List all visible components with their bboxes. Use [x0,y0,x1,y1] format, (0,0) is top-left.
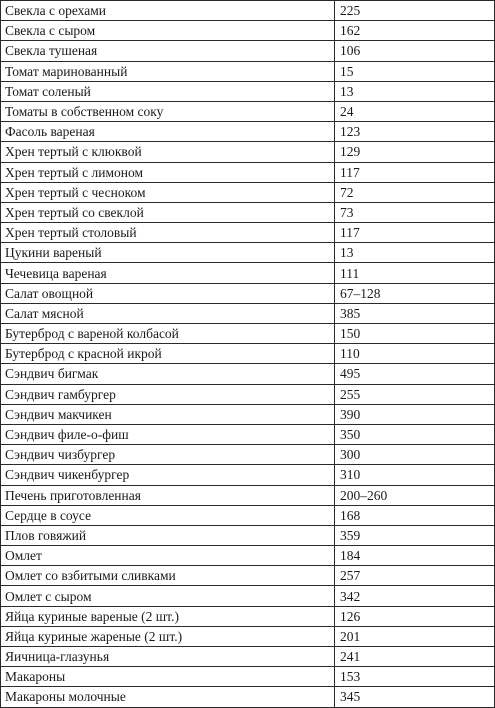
food-name-cell: Сэндвич филе-о-фиш [1,424,335,444]
food-name-cell: Сэндвич бигмак [1,364,335,384]
calorie-value-cell: 106 [335,41,495,61]
food-name-cell: Макароны молочные [1,687,335,707]
food-name-cell: Свекла с орехами [1,1,335,21]
food-name-cell: Свекла тушеная [1,41,335,61]
table-row [1,364,495,384]
table-row [1,525,495,545]
table-row [1,404,495,424]
food-name-cell: Бутерброд с красной икрой [1,344,335,364]
table-row [1,263,495,283]
calorie-value-cell: 111 [335,263,495,283]
calorie-value-cell: 110 [335,344,495,364]
calorie-value-cell: 201 [335,626,495,646]
food-name-cell: Сердце в соусе [1,505,335,525]
calorie-value-cell: 184 [335,546,495,566]
food-name-cell: Цукини вареный [1,243,335,263]
table-row [1,41,495,61]
table-row [1,101,495,121]
food-name-cell: Хрен тертый с лимоном [1,162,335,182]
food-name-cell: Омлет [1,546,335,566]
table-row [1,384,495,404]
food-name-cell: Омлет со взбитыми сливками [1,566,335,586]
table-row [1,283,495,303]
calorie-value-cell: 15 [335,61,495,81]
table-row [1,162,495,182]
table-body [1,1,495,708]
food-name-cell: Сэндвич макчикен [1,404,335,424]
food-name-cell: Макароны [1,667,335,687]
calorie-value-cell: 257 [335,566,495,586]
food-name-cell: Хрен тертый столовый [1,223,335,243]
food-name-cell: Салат мясной [1,303,335,323]
table-row [1,344,495,364]
calorie-value-cell: 129 [335,142,495,162]
table-row [1,81,495,101]
table-row [1,667,495,687]
calorie-value-cell: 255 [335,384,495,404]
calorie-value-cell: 24 [335,101,495,121]
calorie-value-cell: 241 [335,647,495,667]
table-row [1,243,495,263]
table-row [1,586,495,606]
food-name-cell: Хрен тертый с клюквой [1,142,335,162]
calorie-value-cell: 345 [335,687,495,707]
food-name-cell: Сэндвич чизбургер [1,445,335,465]
calorie-value-cell: 495 [335,364,495,384]
food-name-cell: Свекла с сыром [1,21,335,41]
food-name-cell: Томаты в собственном соку [1,101,335,121]
table-row [1,465,495,485]
calorie-value-cell: 225 [335,1,495,21]
food-name-cell: Бутерброд с вареной колбасой [1,324,335,344]
table-row [1,202,495,222]
calorie-value-cell: 200–260 [335,485,495,505]
food-name-cell: Салат овощной [1,283,335,303]
table-row [1,1,495,21]
food-name-cell: Хрен тертый с чесноком [1,182,335,202]
table-row [1,424,495,444]
calorie-value-cell: 117 [335,223,495,243]
calorie-value-cell: 162 [335,21,495,41]
calorie-value-cell: 350 [335,424,495,444]
food-name-cell: Томат маринованный [1,61,335,81]
calorie-value-cell: 385 [335,303,495,323]
food-name-cell: Томат соленый [1,81,335,101]
calorie-value-cell: 390 [335,404,495,424]
calorie-value-cell: 73 [335,202,495,222]
table-row [1,122,495,142]
table-row [1,445,495,465]
calorie-value-cell: 13 [335,243,495,263]
calorie-value-cell: 72 [335,182,495,202]
table-row [1,182,495,202]
food-name-cell: Яйца куриные жареные (2 шт.) [1,626,335,646]
table-row [1,647,495,667]
food-name-cell: Омлет с сыром [1,586,335,606]
calorie-value-cell: 359 [335,525,495,545]
table-row [1,546,495,566]
table-row [1,566,495,586]
calorie-value-cell: 153 [335,667,495,687]
food-name-cell: Сэндвич гамбургер [1,384,335,404]
food-name-cell: Хрен тертый со свеклой [1,202,335,222]
calorie-value-cell: 342 [335,586,495,606]
table-row [1,485,495,505]
table-row [1,303,495,323]
table-row [1,21,495,41]
table-row [1,626,495,646]
food-name-cell: Чечевица вареная [1,263,335,283]
calorie-value-cell: 310 [335,465,495,485]
food-name-cell: Печень приготовленная [1,485,335,505]
calorie-value-cell: 126 [335,606,495,626]
calorie-value-cell: 300 [335,445,495,465]
table-row [1,61,495,81]
table-row [1,324,495,344]
table-row [1,687,495,707]
calorie-value-cell: 123 [335,122,495,142]
calorie-value-cell: 13 [335,81,495,101]
calorie-value-cell: 150 [335,324,495,344]
table-row [1,223,495,243]
table-row [1,606,495,626]
calorie-value-cell: 117 [335,162,495,182]
calorie-value-cell: 67–128 [335,283,495,303]
food-name-cell: Яйца куриные вареные (2 шт.) [1,606,335,626]
food-name-cell: Сэндвич чикенбургер [1,465,335,485]
calorie-value-cell: 168 [335,505,495,525]
food-name-cell: Плов говяжий [1,525,335,545]
table-row [1,142,495,162]
food-name-cell: Яичница-глазунья [1,647,335,667]
food-name-cell: Фасоль вареная [1,122,335,142]
table-row [1,505,495,525]
